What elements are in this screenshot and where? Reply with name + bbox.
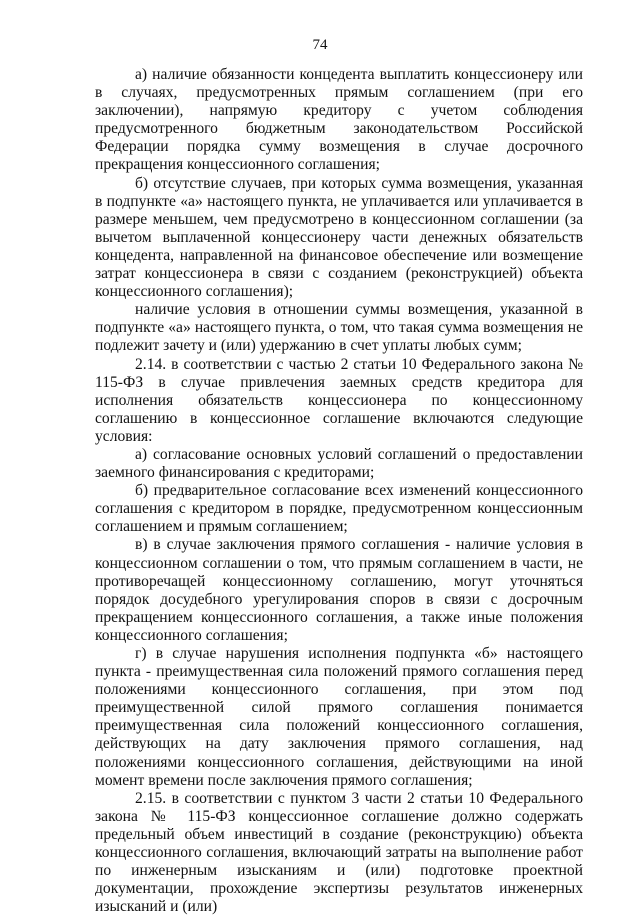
paragraph-2-14-g: г) в случае нарушения исполнения подпункта «б» настоящего пункта - преимущественная сила положений прямого соглашения перед положениями концессионного соглашения, при этом под преимущественной силой прямого соглашения понимается преимущественная сила положений концессионного соглашения, действующих на дату заключения прямого соглашения, над положениями концессионного соглашения, действующими на иной момент времени после заключения прямого соглашения;: [95, 645, 583, 789]
document-body: [95, 66, 583, 916]
paragraph-a-compensation-obligation: а) наличие обязанности концедента выплатить концессионеру или в случаях, предусмотренных прямым соглашением (при его заключении), напрямую кредитору с учетом соблюдения предусмотренного бюджетным законодательством Российской Федерации порядка сумму возмещения в случае досрочного прекращения концессионного соглашения;: [95, 66, 583, 174]
paragraph-2-14-a: а) согласование основных условий соглашений о предоставлении заемного финансирования с кредиторами;: [95, 445, 583, 482]
page-number: 74: [312, 37, 328, 53]
paragraph-2-15: 2.15. в соответствии с пунктом 3 части 2 статьи 10 Федерального закона № 115-ФЗ концессионное соглашение должно содержать предельный объем инвестиций в создание (реконструкцию) объекта концессионного соглашения, включающий затраты на выполнение работ по инженерным изысканиям и (или) подготовке проектной документации, прохождение экспертизы результатов инженерных изысканий и (или): [95, 789, 583, 916]
paragraph-b-no-reduction-cases: б) отсутствие случаев, при которых сумма возмещения, указанная в подпункте «а» настоящего пункта, не уплачивается или уплачивается в размере меньшем, чем предусмотрено в концессионном соглашении (за вычетом выплаченной концессионеру части денежных обязательств концедента, направленной на финансовое обеспечение или возмещение затрат концессионера в связи с созданием (реконструкцией) объекта концессионного соглашения);: [95, 174, 583, 301]
paragraph-2-14: 2.14. в соответствии с частью 2 статьи 10 Федерального закона № 115-ФЗ в случае привлечения заемных средств кредитора для исполнения обязательств концессионера по концессионному соглашению в концессионное соглашение включаются следующие условия:: [95, 355, 583, 445]
paragraph-2-14-v: в) в случае заключения прямого соглашения - наличие условия в концессионном соглашении о том, что прямым соглашением в части, не противоречащей концессионному соглашению, могут уточняться порядок досудебного урегулирования споров в связи с досрочным прекращением концессионного соглашения, а также иные положения концессионного соглашения;: [95, 536, 583, 644]
paragraph-2-14-b: б) предварительное согласование всех изменений концессионного соглашения с кредитором в порядке, предусмотренном концессионным соглашением и прямым соглашением;: [95, 482, 583, 536]
paragraph-no-offset-condition: наличие условия в отношении суммы возмещения, указанной в подпункте «а» настоящего пункта, о том, что такая сумма возмещения не подлежит зачету и (или) удержанию в счет уплаты любых сумм;: [95, 301, 583, 355]
